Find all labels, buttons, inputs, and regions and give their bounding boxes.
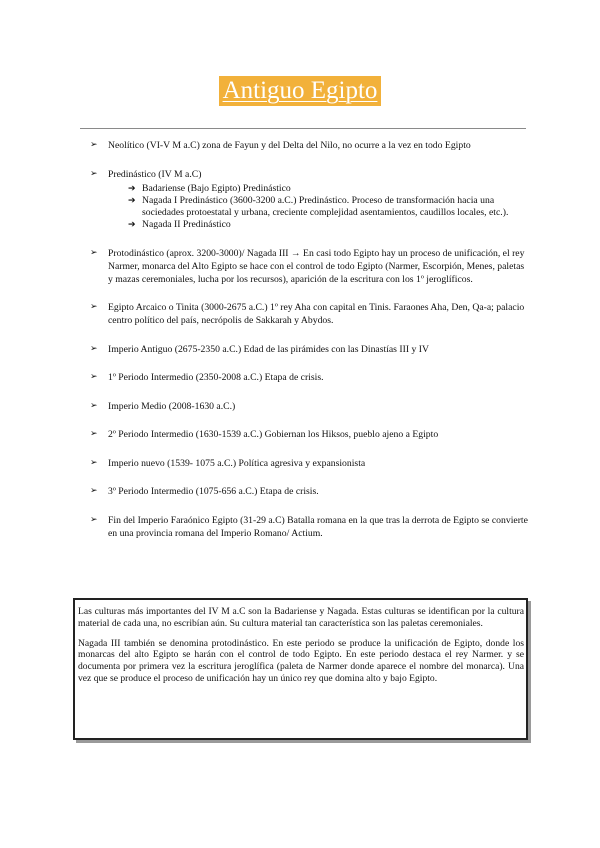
sub-list-item <box>128 195 530 219</box>
list-item-text: Imperio nuevo (1539- 1075 a.C.) Política agresiva y expansionista <box>108 457 366 469</box>
list-item-text: Egipto Arcaico o Tinita (3000-2675 a.C.) 1º rey Aha con capital en Tinis. Faraones Aha, Den, Qa-a; palacio centro político del país, necrópolis de Sakkarah y Abydos. <box>108 302 525 327</box>
arrow-bullet-icon: ➢ <box>90 302 98 313</box>
list-item-text: Imperio Antiguo (2675-2350 a.C.) Edad de las pirámides con las Dinastías III y IV <box>108 343 429 355</box>
list-item-text: Imperio Medio (2008-1630 a.C.) <box>108 400 236 412</box>
list-item <box>90 428 530 441</box>
list-item <box>90 247 530 286</box>
arrow-bullet-icon: ➢ <box>90 372 98 383</box>
arrow-bullet-icon: ➢ <box>90 514 98 525</box>
list-item-text: 3º Periodo Intermedio (1075-656 a.C.) Etapa de crisis. <box>108 486 319 498</box>
sub-list <box>128 183 530 232</box>
arrow-bullet-icon: ➢ <box>90 343 98 354</box>
arrow-bullet-icon: ➢ <box>90 457 98 468</box>
summary-box <box>73 598 528 740</box>
arrow-bullet-icon: ➢ <box>90 429 98 440</box>
list-item <box>90 139 530 152</box>
list-item-text: Predinástico (IV M a.C) <box>108 168 202 180</box>
arrow-bullet-icon: ➢ <box>90 486 98 497</box>
list-item-text: Fin del Imperio Faraónico Egipto (31-29 a.C) Batalla romana en la que tras la derrota de Egipto se convierte en una provincia romana del Imperio Romano/ Actium. <box>108 514 528 539</box>
arrow-bullet-icon: ➢ <box>90 140 98 150</box>
sub-list-item <box>128 219 530 231</box>
summary-paragraph-2: Nagada III también se denomina protodinástico. En este periodo se produce la unificación de Egipto, donde los monarcas del alto Egipto se harán con el control de todo Egipto. En este periodo destaca el rey Narmer. y se documenta por primera vez la escritura jeroglífica (paleta de Narmer donde aparece el nombre del monarca). Una vez que se produce el proceso de unificación hay un único rey que domina alto y bajo Egipto. <box>78 637 524 684</box>
sub-list-item <box>128 183 530 195</box>
list-item <box>90 343 530 356</box>
arrow-bullet-icon: ➢ <box>90 168 98 179</box>
timeline-list <box>90 139 530 555</box>
list-item <box>90 400 530 413</box>
list-item <box>90 485 530 498</box>
list-item-text: Protodinástico (aprox. 3200-3000)/ Nagada III → En casi todo Egipto hay un proceso de unificación, el rey Narmer, monarca del Alto Egipto se hace con el control de todo Egipto (Narmer, Escorpión, Menes, paletas y mazas ceremoniales, lucha por los recursos), aparición de la escritura con los 1º jeroglíficos. <box>108 247 525 285</box>
title-container <box>0 76 600 106</box>
right-arrow-icon: ➔ <box>128 195 136 206</box>
right-arrow-icon: ➔ <box>128 220 136 231</box>
arrow-bullet-icon: ➢ <box>90 247 98 258</box>
page-title: Antiguo Egipto <box>219 76 382 106</box>
list-item <box>90 371 530 384</box>
summary-paragraph-1: Las culturas más importantes del IV M a.C son la Badariense y Nagada. Estas culturas se identifican por la cultura material de cada una, no escribían aún. Su cultura material tan característica son las paletas ceremoniales. <box>78 606 524 629</box>
list-item <box>90 168 530 232</box>
right-arrow-icon: ➔ <box>128 183 136 194</box>
sub-list-item-text: Nagada II Predinástico <box>142 219 231 231</box>
list-item <box>90 514 530 540</box>
list-item-text: 1º Periodo Intermedio (2350-2008 a.C.) Etapa de crisis. <box>108 372 324 384</box>
list-item-text: Neolítico (VI-V M a.C) zona de Fayun y del Delta del Nilo, no ocurre a la vez en todo Egipto <box>108 140 471 151</box>
list-item <box>90 457 530 470</box>
sub-list-item-text: Badariense (Bajo Egipto) Predinástico <box>142 182 291 194</box>
sub-list-item-text: Nagada I Predinástico (3600-3200 a.C.) Predinástico. Proceso de transformación hacia una sociedades protoestatal y urbana, creciente complejidad asentamientos, caudillos locales, etc.). <box>142 194 509 218</box>
title-divider <box>80 128 526 129</box>
list-item <box>90 301 530 327</box>
arrow-bullet-icon: ➢ <box>90 400 98 411</box>
list-item-text: 2º Periodo Intermedio (1630-1539 a.C.) Gobiernan los Hiksos, pueblo ajeno a Egipto <box>108 429 439 441</box>
